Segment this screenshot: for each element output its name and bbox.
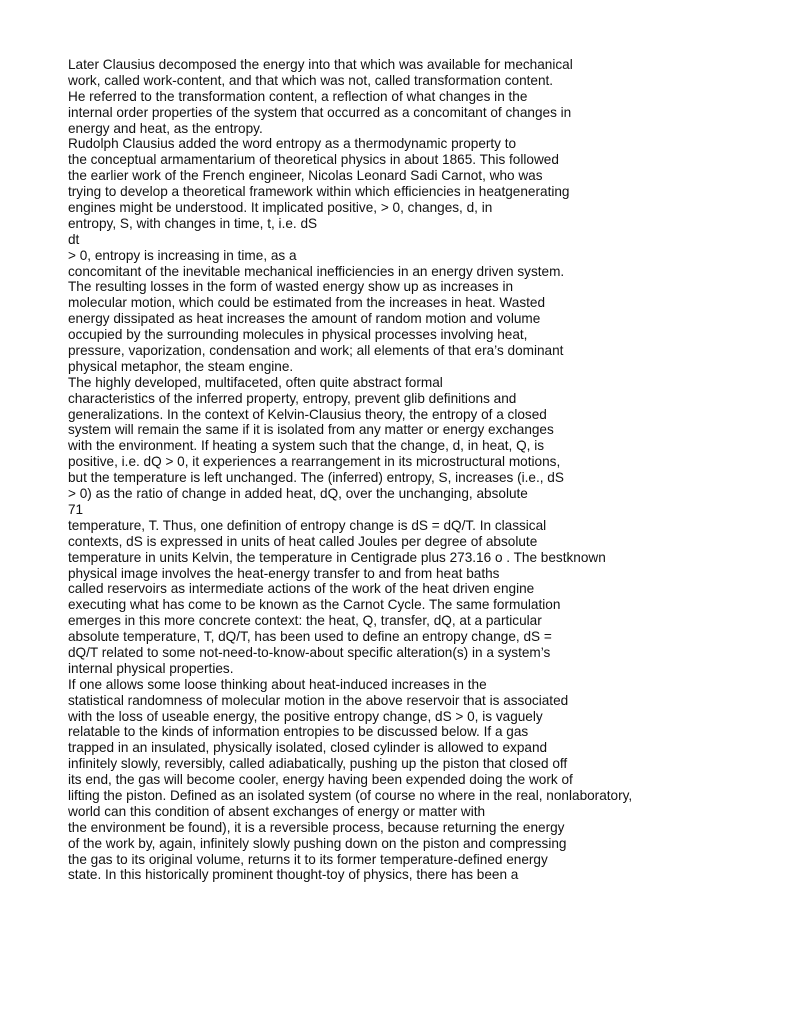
text-line: relatable to the kinds of information entropies to be discussed below. If a gas [68, 724, 529, 740]
text-line: trapped in an insulated, physically isolated, closed cylinder is allowed to expand [68, 740, 548, 756]
text-line: pressure, vaporization, condensation and work; all elements of that era’s dominant [68, 343, 564, 359]
document-page [68, 57, 768, 883]
text-line: positive, i.e. dQ > 0, it experiences a rearrangement in its microstructural motions, [68, 454, 561, 470]
text-line: temperature, T. Thus, one definition of entropy change is dS = dQ/T. In classical [68, 517, 547, 533]
text-line: the environment be found), it is a reversible process, because returning the energy [68, 819, 565, 835]
text-line: 71 [68, 501, 84, 517]
text-line: Rudolph Clausius added the word entropy as a thermodynamic property to [68, 136, 517, 152]
text-line: of the work by, again, infinitely slowly pushing down on the piston and compressing [68, 835, 567, 851]
text-line: generalizations. In the context of Kelvin-Clausius theory, the entropy of a closed [68, 406, 547, 422]
text-line: engines might be understood. It implicated positive, > 0, changes, d, in [68, 200, 493, 216]
text-line: its end, the gas will become cooler, energy having been expended doing the work of [68, 772, 573, 788]
text-line: occupied by the surrounding molecules in physical processes involving heat, [68, 327, 528, 343]
text-line: the earlier work of the French engineer, Nicolas Leonard Sadi Carnot, who was [68, 168, 543, 184]
text-line: world can this condition of absent exchanges of energy or matter with [68, 803, 486, 819]
text-line: the conceptual armamentarium of theoretical physics in about 1865. This followed [68, 152, 559, 168]
text-line: absolute temperature, T, dQ/T, has been used to define an entropy change, dS = [68, 629, 552, 645]
text-line: contexts, dS is expressed in units of heat called Joules per degree of absolute [68, 533, 538, 549]
text-line: He referred to the transformation content, a reflection of what changes in the [68, 88, 528, 104]
text-line: work, called work-content, and that which was not, called transformation content. [68, 72, 554, 88]
text-line: dQ/T related to some not-need-to-know-about specific alteration(s) in a system’s [68, 644, 551, 660]
text-line: system will remain the same if it is isolated from any matter or energy exchanges [68, 422, 554, 438]
text-line: If one allows some loose thinking about heat-induced increases in the [68, 676, 487, 692]
text-line: The highly developed, multifaceted, often quite abstract formal [68, 374, 443, 390]
text-line: > 0) as the ratio of change in added heat, dQ, over the unchanging, absolute [68, 486, 528, 502]
text-line: energy and heat, as the entropy. [68, 120, 263, 136]
text-line: characteristics of the inferred property, entropy, prevent glib definitions and [68, 390, 517, 406]
text-line: molecular motion, which could be estimated from the increases in heat. Wasted [68, 295, 546, 311]
text-line: entropy, S, with changes in time, t, i.e. dS [68, 215, 318, 231]
text-line: dt [68, 231, 80, 247]
text-line: > 0, entropy is increasing in time, as a [68, 247, 297, 263]
text-line: the gas to its original volume, returns it to its former temperature-defined energy [68, 851, 548, 867]
text-line: physical image involves the heat-energy transfer to and from heat baths [68, 565, 500, 581]
text-line: statistical randomness of molecular motion in the above reservoir that is associated [68, 692, 569, 708]
text-line: executing what has come to be known as the Carnot Cycle. The same formulation [68, 597, 561, 613]
text-line: Later Clausius decomposed the energy into that which was available for mechanical [68, 57, 573, 72]
text-line: internal order properties of the system that occurred as a concomitant of changes in [68, 104, 572, 120]
text-line: lifting the piston. Defined as an isolated system (of course no where in the real, nonlaboratory, [68, 787, 633, 803]
text-line: energy dissipated as heat increases the amount of random motion and volume [68, 311, 541, 327]
text-line: temperature in units Kelvin, the temperature in Centigrade plus 273.16 o . The bestknown [68, 549, 606, 565]
text-line: infinitely slowly, reversibly, called adiabatically, pushing up the piston that closed off [68, 756, 568, 772]
text-line: The resulting losses in the form of wasted energy show up as increases in [68, 279, 514, 295]
text-line: trying to develop a theoretical framework within which efficiencies in heatgenerating [68, 184, 570, 200]
text-line: internal physical properties. [68, 660, 234, 676]
text-line: physical metaphor, the steam engine. [68, 358, 294, 374]
text-line: called reservoirs as intermediate actions of the work of the heat driven engine [68, 581, 535, 597]
text-line: concomitant of the inevitable mechanical inefficiencies in an energy driven system. [68, 263, 565, 279]
text-line: with the loss of useable energy, the positive entropy change, dS > 0, is vaguely [68, 708, 543, 724]
text-line: state. In this historically prominent thought-toy of physics, there has been a [68, 867, 519, 883]
text-line: with the environment. If heating a system such that the change, d, in heat, Q, is [68, 438, 545, 454]
text-line: but the temperature is left unchanged. The (inferred) entropy, S, increases (i.e., dS [68, 470, 564, 486]
text-line: emerges in this more concrete context: the heat, Q, transfer, dQ, at a particular [68, 613, 542, 629]
